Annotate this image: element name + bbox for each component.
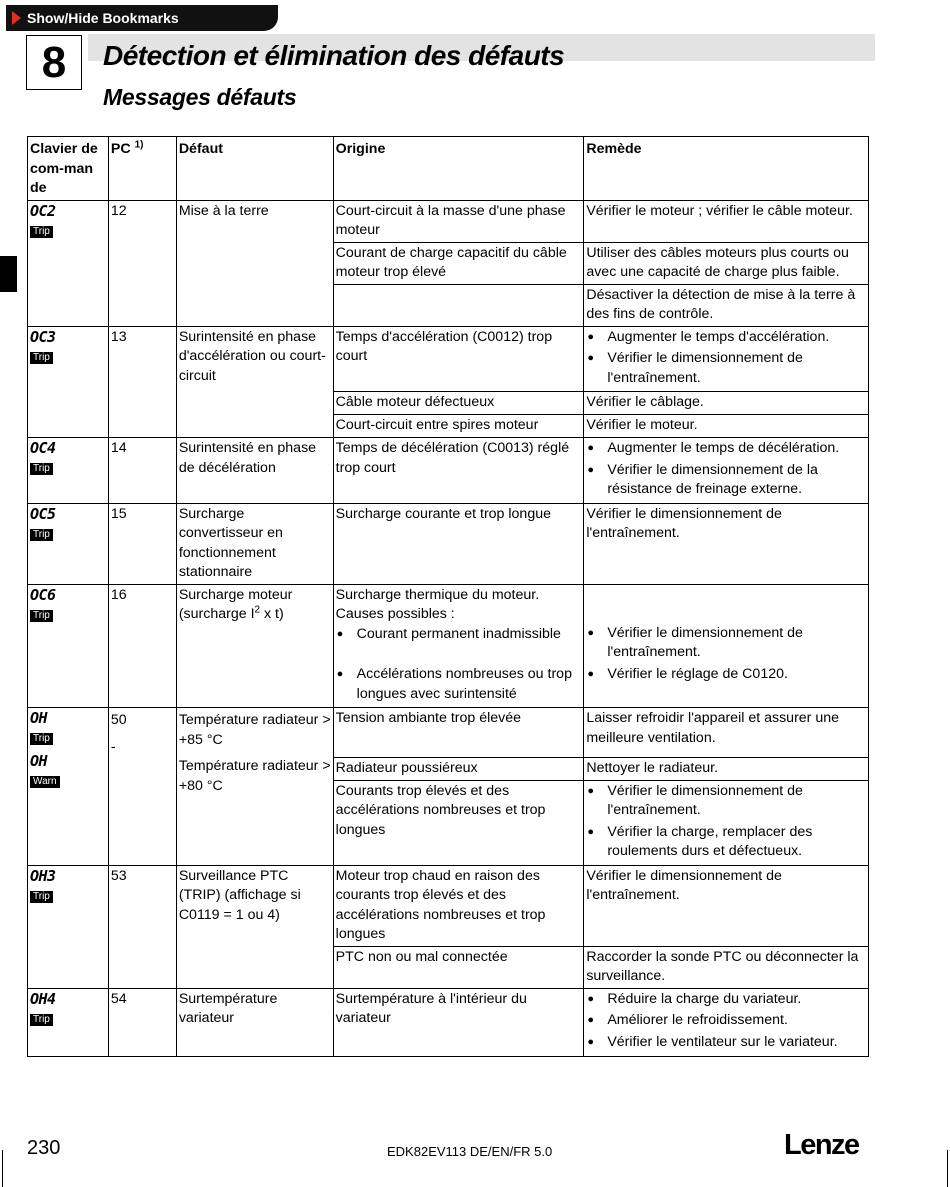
list-item: ● Augmenter le temps de décélération.	[586, 439, 866, 459]
fault-code-cell	[28, 708, 109, 866]
status-badge: Trip	[30, 610, 53, 622]
fault-code-cell	[28, 503, 109, 584]
fault-code: OC3	[30, 327, 56, 346]
status-badge: Warn	[30, 776, 60, 788]
remedy-cell	[584, 326, 869, 392]
page-subtitle: Messages défauts	[103, 84, 297, 110]
fault-code: OH	[30, 709, 48, 727]
page-edge-line	[947, 1150, 948, 1187]
list-item: ● Accélérations nombreuses ou trop longues avec surintensité	[336, 665, 582, 704]
origin-cell: PTC non ou mal connectée	[333, 946, 584, 988]
origin-cell: Court-circuit entre spires moteur	[333, 415, 584, 438]
origin-cell: Temps d'accélération (C0012) trop court	[333, 326, 584, 392]
table-row	[28, 708, 869, 758]
fault-code-cell	[28, 865, 109, 988]
lenze-logo: Lenze	[784, 1129, 859, 1161]
list-item: ● Réduire la charge du variateur.	[586, 990, 866, 1010]
fault-cell: Surtempérature variateur	[176, 988, 333, 1056]
list-item: ● Améliorer le refroidissement.	[586, 1011, 866, 1031]
pc-cell: 14	[108, 438, 176, 504]
origin-cell: Surcharge courante et trop longue	[333, 503, 584, 584]
fault-cell: Surcharge convertisseur en fonctionnement stationnaire	[176, 503, 333, 584]
origin-intro: Surcharge thermique du moteur. Causes possibles :	[335, 586, 540, 622]
origin-cell: Radiateur poussiéreux	[333, 758, 584, 781]
pc-cell: 12	[108, 200, 176, 326]
list-item: ● Vérifier le dimensionnement de l'entraînement.	[586, 349, 866, 388]
pc-cell: 16	[108, 584, 176, 708]
table-row	[28, 503, 869, 584]
list-item: ● Vérifier le dimensionnement de l'entraînement.	[586, 782, 866, 821]
remedy-cell	[584, 438, 869, 504]
origin-cell: Temps de décélération (C0013) réglé trop court	[333, 438, 584, 504]
table-row	[28, 438, 869, 504]
list-item: ● Vérifier le ventilateur sur le variateur.	[586, 1033, 866, 1053]
table-row	[28, 865, 869, 946]
pc-cell: 50 -	[108, 708, 176, 866]
table-header-row	[28, 137, 869, 201]
remedy-cell	[584, 780, 869, 865]
remedy-cell: Nettoyer le radiateur.	[584, 758, 869, 781]
page-edge-line	[2, 1150, 3, 1187]
bookmarks-label: Show/Hide Bookmarks	[27, 10, 179, 26]
remedy-cell: Raccorder la sonde PTC ou déconnecter la surveillance.	[584, 946, 869, 988]
remedy-cell	[584, 988, 869, 1056]
chapter-number: 8	[26, 35, 82, 90]
origin-cell	[333, 284, 584, 326]
list-item: ● Augmenter le temps d'accélération.	[586, 328, 866, 348]
fault-cell: Surveillance PTC (TRIP) (affichage si C0119 = 1 ou 4)	[176, 865, 333, 988]
remedy-cell: Vérifier le dimensionnement de l'entraînement.	[584, 865, 869, 946]
table-row	[28, 326, 869, 392]
origin-cell: Câble moteur défectueux	[333, 392, 584, 415]
origin-cell: Court-circuit à la masse d'une phase moteur	[333, 200, 584, 242]
origin-cell: Courant de charge capacitif du câble moteur trop élevé	[333, 242, 584, 284]
status-badge: Trip	[30, 226, 53, 238]
fault-code: OC2	[30, 201, 56, 220]
list-item: ● Courant permanent inadmissible	[336, 625, 582, 645]
fault-cell: Surcharge moteur (surcharge $I^2$ x t)	[176, 584, 333, 708]
fault-code-cell	[28, 438, 109, 504]
origin-cell: Moteur trop chaud en raison des courants trop élevés et des accélérations nombreuses et trop longues	[333, 865, 584, 946]
fault-code: OC6	[30, 585, 56, 604]
status-badge: Trip	[30, 891, 53, 903]
status-badge: Trip	[30, 529, 53, 541]
fault-code-cell	[28, 326, 109, 438]
header-origin: Origine	[333, 137, 584, 201]
pc-cell: 53	[108, 865, 176, 988]
fault-code: OH	[30, 751, 48, 770]
header-fault: Défaut	[176, 137, 333, 201]
remedy-cell: Désactiver la détection de mise à la terre à des fins de contrôle.	[584, 284, 869, 326]
table-row	[28, 584, 869, 708]
origin-cell: Surtempérature à l'intérieur du variateur	[333, 988, 584, 1056]
remedy-cell: Vérifier le moteur ; vérifier le câble moteur.	[584, 200, 869, 242]
fault-cell: Mise à la terre	[176, 200, 333, 326]
list-item: ● Vérifier le réglage de C0120.	[586, 665, 866, 685]
origin-cell	[333, 584, 584, 708]
document-id: EDK82EV113 DE/EN/FR 5.0	[387, 1144, 553, 1159]
fault-code: OC4	[30, 439, 56, 457]
fault-code: OC5	[30, 504, 56, 523]
fault-cell: Surintensité en phase d'accélération ou court-circuit	[176, 326, 333, 438]
list-item: ● Vérifier le dimensionnement de la résistance de freinage externe.	[586, 461, 866, 500]
remedy-cell: Vérifier le dimensionnement de l'entraînement.	[584, 503, 869, 584]
remedy-cell: Laisser refroidir l'appareil et assurer une meilleure ventilation.	[584, 708, 869, 758]
remedy-cell	[584, 584, 869, 708]
fault-cell: Température radiateur > +85 °C Température radiateur > +80 °C	[176, 708, 333, 866]
header-keypad: Clavier de com-man de	[28, 137, 109, 201]
origin-cell: Tension ambiante trop élevée	[333, 708, 584, 758]
list-item: ● Vérifier le dimensionnement de l'entraînement.	[586, 624, 866, 663]
header-remedy: Remède	[584, 137, 869, 201]
status-badge: Trip	[30, 463, 53, 475]
pc-cell: 54	[108, 988, 176, 1056]
fault-cell: Surintensité en phase de décélération	[176, 438, 333, 504]
triangle-right-icon	[12, 11, 21, 25]
chapter-side-marker	[0, 256, 17, 292]
pc-cell: 15	[108, 503, 176, 584]
page-number: 230	[27, 1137, 61, 1159]
fault-code: OH3	[30, 866, 56, 885]
status-badge: Trip	[30, 733, 53, 745]
header-pc: PC $^{1)}$	[108, 137, 176, 201]
remedy-cell: Utiliser des câbles moteurs plus courts ou avec une capacité de charge plus faible.	[584, 242, 869, 284]
table-row	[28, 200, 869, 242]
list-item: ● Vérifier la charge, remplacer des roulements durs et défectueux.	[586, 823, 866, 862]
status-badge: Trip	[30, 352, 53, 364]
remedy-cell: Vérifier le moteur.	[584, 415, 869, 438]
remedy-cell: Vérifier le câblage.	[584, 392, 869, 415]
fault-code: OH4	[30, 989, 56, 1008]
page-title: Détection et élimination des défauts	[103, 40, 565, 71]
show-hide-bookmarks-button[interactable]	[6, 5, 278, 31]
fault-code-cell	[28, 584, 109, 708]
fault-code-cell	[28, 988, 109, 1056]
fault-code-cell	[28, 200, 109, 326]
fault-messages-table	[27, 136, 869, 1057]
origin-cell: Courants trop élevés et des accélérations nombreuses et trop longues	[333, 780, 584, 865]
table-row	[28, 988, 869, 1056]
status-badge: Trip	[30, 1014, 53, 1026]
pc-cell: 13	[108, 326, 176, 438]
